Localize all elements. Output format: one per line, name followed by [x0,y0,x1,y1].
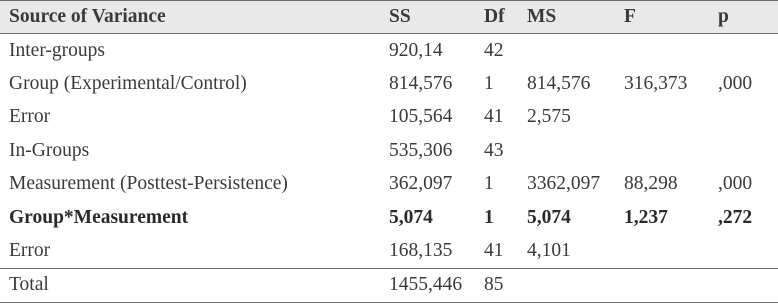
table-row-highlighted [0,201,778,234]
header-source: Source of Variance [0,1,380,34]
cell-ss: 168,135 [389,240,453,262]
cell-f: 88,298 [624,173,678,195]
cell-df: 1 [484,173,494,195]
header-p: p [713,1,778,34]
cell-df: 43 [484,139,504,161]
cell-ms: 4,101 [527,240,571,262]
cell-p [713,268,778,302]
table-header-row [0,1,778,34]
table-row-total [0,268,778,302]
cell-p [713,134,778,167]
cell-df: 41 [484,106,504,128]
cell-f [615,268,713,302]
cell-ms [518,268,615,302]
cell-p: ,272 [718,206,753,228]
cell-f: 316,373 [624,73,688,95]
cell-df: 1 [484,73,494,95]
cell-ss: 535,306 [389,139,453,161]
cell-source: Group (Experimental/Control) [9,73,247,95]
cell-df: 1 [484,206,494,228]
cell-ms: 814,576 [527,73,591,95]
cell-f: 1,237 [624,206,668,228]
header-ss: SS [380,1,478,34]
cell-ss: 362,097 [389,173,453,195]
cell-p [713,34,778,68]
cell-f [615,134,713,167]
cell-p [713,101,778,134]
cell-ss: 920,14 [389,39,443,61]
cell-source: Group*Measurement [9,206,189,228]
table-row [0,168,778,201]
cell-df: 42 [484,39,504,61]
cell-source: Error [9,240,51,262]
cell-f [615,234,713,268]
cell-p: ,000 [718,73,753,95]
cell-source: In-Groups [9,139,90,161]
header-f: F [615,1,713,34]
cell-df: 85 [478,268,518,302]
cell-ms: 5,074 [527,206,571,228]
table-row [0,67,778,100]
table-row [0,101,778,134]
cell-p: ,000 [718,173,753,195]
cell-ss: 1455,446 [380,268,478,302]
cell-p [713,234,778,268]
table-row [0,134,778,167]
cell-ss: 5,074 [389,206,433,228]
header-ms: MS [518,1,615,34]
header-df: Df [478,1,518,34]
cell-ms [518,134,615,167]
cell-ss: 814,576 [389,73,453,95]
cell-source: Measurement (Posttest-Persistence) [9,173,288,195]
cell-source: Inter-groups [9,39,105,61]
cell-f [615,34,713,68]
cell-f [615,101,713,134]
cell-ms: 3362,097 [527,173,601,195]
cell-source: Total [0,268,380,302]
cell-ms: 2,575 [527,106,571,128]
cell-source: Error [9,106,51,128]
cell-ms [518,34,615,68]
table-row [0,34,778,68]
cell-ss: 105,564 [389,106,453,128]
table-row [0,234,778,268]
cell-df: 41 [484,240,504,262]
